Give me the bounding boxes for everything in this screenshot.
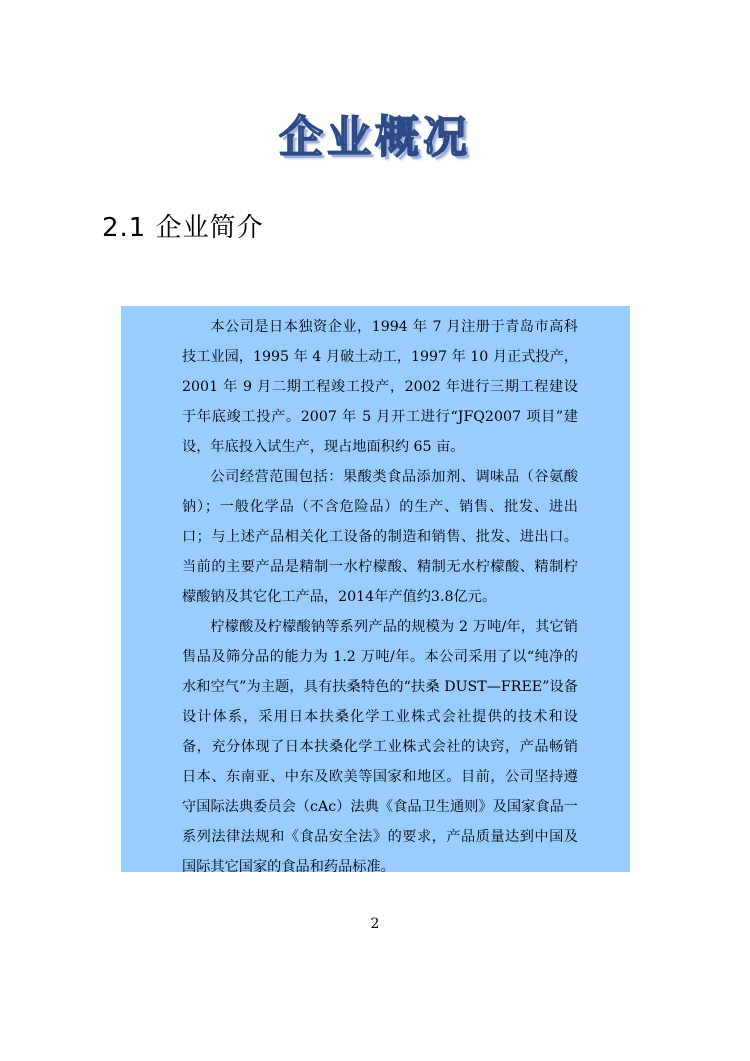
page-number: 2 xyxy=(370,916,380,932)
intro-paragraph-history: 本公司是日本独资企业，1994 年 7 月注册于青岛市高科技工业园，1995 年 4 月破土动工，1997 年 10 月正式投产，2001 年 9 月二期工程竣工投产，2002 年进行三期工程建设于年底竣工投产。2007 年 5 月开工进行“JFQ2007 项目”建设，年底投入试生产，现占地面积约 65 亩。 xyxy=(182,319,578,455)
page-title: 企业概况 xyxy=(279,112,471,163)
company-intro-box xyxy=(121,306,630,875)
section-heading: 2.1 企业简介 xyxy=(102,213,264,243)
company-intro-text xyxy=(182,312,578,882)
intro-paragraph-capacity: 柠檬酸及柠檬酸钠等系列产品的规模为 2 万吨/年，其它销售品及筛分品的能力为 1.2 万吨/年。本公司采用了以“纯净的水和空气”为主题，具有扶桑特色的“扶桑 DUST—FREE”设备设计体系，采用日本扶桑化学工业株式会社提供的技术和设备，充分体现了日本扶桑化学工业株式会社的诀窍，产品畅销日本、东南亚、中东及欧美等国家和地区。目前，公司坚持遵守国际法典委员会（cAc）法典《食品卫生通则》及国家食品一系列法律法规和《食品安全法》的要求，产品质量达到中国及国际其它国家的食品和药品标准。 xyxy=(182,619,578,875)
intro-paragraph-business-scope: 公司经营范围包括：果酸类食品添加剂、调味品（谷氨酸钠）；一般化学品（不含危险品）的生产、销售、批发、进出口；与上述产品相关化工设备的制造和销售、批发、进出口。当前的主要产品是精制一水柠檬酸、精制无水柠檬酸、精制柠檬酸钠及其它化工产品，2014年产值约3.8亿元。 xyxy=(182,469,578,605)
